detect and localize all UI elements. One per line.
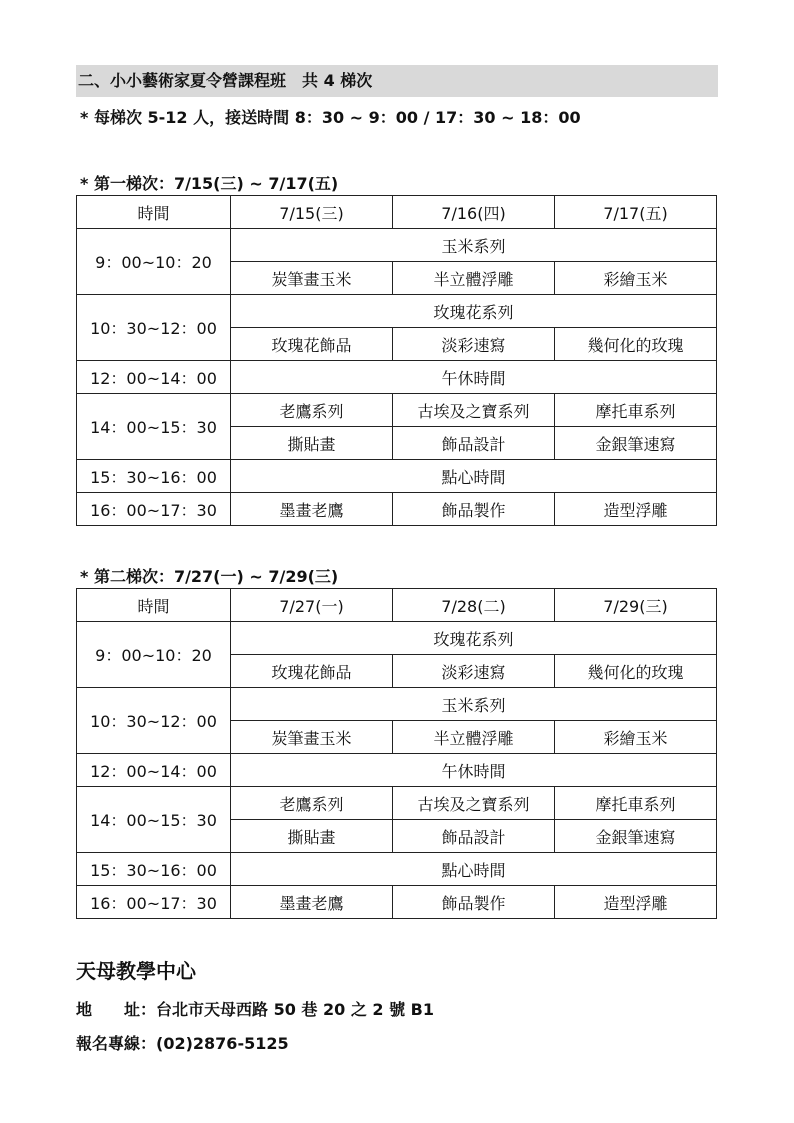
time-cell: 10：30~12：00 [77, 688, 231, 754]
time-cell: 14：00~15：30 [77, 787, 231, 853]
time-cell: 14：00~15：30 [77, 394, 231, 460]
course-cell: 飾品設計 [393, 427, 555, 460]
time-cell: 10：30~12：00 [77, 295, 231, 361]
course-cell: 造型浮雕 [555, 886, 717, 919]
table-row [77, 754, 717, 787]
table-row [77, 394, 717, 427]
table-row [77, 229, 717, 262]
time-cell: 9：00~10：20 [77, 229, 231, 295]
course-cell: 老鷹系列 [231, 787, 393, 820]
batch2-heading: * 第二梯次：7/27(一) ~ 7/29(三) [80, 567, 339, 586]
time-cell: 15：30~16：00 [77, 853, 231, 886]
series-cell: 玫瑰花系列 [231, 622, 717, 655]
time-cell: 16：00~17：30 [77, 886, 231, 919]
center-name: 天母教學中心 [76, 959, 196, 983]
table-row [77, 787, 717, 820]
table-row [77, 361, 717, 394]
header-day3: 7/29(三) [555, 589, 717, 622]
phone-value: (02)2876-5125 [156, 1034, 289, 1053]
course-cell: 古埃及之寶系列 [393, 787, 555, 820]
course-cell: 古埃及之寶系列 [393, 394, 555, 427]
table-row [77, 886, 717, 919]
batch1-schedule-table [76, 195, 717, 526]
address-value: 台北市天母西路 50 巷 20 之 2 號 B1 [156, 1000, 435, 1019]
course-cell: 幾何化的玫瑰 [555, 655, 717, 688]
course-cell: 炭筆畫玉米 [231, 262, 393, 295]
time-cell: 16：00~17：30 [77, 493, 231, 526]
time-cell: 9：00~10：20 [77, 622, 231, 688]
table-row [77, 622, 717, 655]
course-cell: 飾品製作 [393, 886, 555, 919]
course-cell: 淡彩速寫 [393, 655, 555, 688]
course-cell: 炭筆畫玉米 [231, 721, 393, 754]
course-cell: 墨畫老鷹 [231, 886, 393, 919]
address-label: 地 址： [76, 1000, 157, 1019]
break-cell: 午休時間 [231, 361, 717, 394]
series-cell: 玫瑰花系列 [231, 295, 717, 328]
series-cell: 玉米系列 [231, 229, 717, 262]
table-header-row [77, 589, 717, 622]
header-day2: 7/28(二) [393, 589, 555, 622]
course-cell: 撕貼畫 [231, 820, 393, 853]
time-cell: 12：00~14：00 [77, 754, 231, 787]
course-cell: 墨畫老鷹 [231, 493, 393, 526]
phone-line [76, 1031, 289, 1054]
course-cell: 飾品製作 [393, 493, 555, 526]
break-cell: 午休時間 [231, 754, 717, 787]
course-cell: 半立體浮雕 [393, 262, 555, 295]
header-day3: 7/17(五) [555, 196, 717, 229]
section-title: 二、小小藝術家夏令營課程班 共 4 梯次 [76, 65, 718, 97]
course-cell: 彩繪玉米 [555, 262, 717, 295]
table-row [77, 853, 717, 886]
table-header-row [77, 196, 717, 229]
header-time: 時間 [77, 589, 231, 622]
header-day2: 7/16(四) [393, 196, 555, 229]
course-cell: 撕貼畫 [231, 427, 393, 460]
course-cell: 幾何化的玫瑰 [555, 328, 717, 361]
batch1-heading: * 第一梯次：7/15(三) ~ 7/17(五) [80, 174, 339, 193]
course-cell: 淡彩速寫 [393, 328, 555, 361]
course-cell: 玫瑰花飾品 [231, 328, 393, 361]
course-cell: 摩托車系列 [555, 787, 717, 820]
break-cell: 點心時間 [231, 460, 717, 493]
table-row [77, 295, 717, 328]
phone-label: 報名專線： [76, 1034, 157, 1053]
header-day1: 7/15(三) [231, 196, 393, 229]
table-row [77, 460, 717, 493]
course-cell: 彩繪玉米 [555, 721, 717, 754]
break-cell: 點心時間 [231, 853, 717, 886]
course-cell: 老鷹系列 [231, 394, 393, 427]
header-time: 時間 [77, 196, 231, 229]
course-cell: 金銀筆速寫 [555, 820, 717, 853]
time-cell: 15：30~16：00 [77, 460, 231, 493]
address-line [76, 997, 434, 1020]
batch2-schedule-table [76, 588, 717, 919]
course-cell: 玫瑰花飾品 [231, 655, 393, 688]
course-cell: 摩托車系列 [555, 394, 717, 427]
course-cell: 半立體浮雕 [393, 721, 555, 754]
series-cell: 玉米系列 [231, 688, 717, 721]
course-cell: 金銀筆速寫 [555, 427, 717, 460]
course-cell: 飾品設計 [393, 820, 555, 853]
shuttle-note: * 每梯次 5-12 人，接送時間 8：30 ~ 9：00 / 17：30 ~ 18：00 [80, 108, 581, 127]
table-row [77, 688, 717, 721]
course-cell: 造型浮雕 [555, 493, 717, 526]
time-cell: 12：00~14：00 [77, 361, 231, 394]
table-row [77, 493, 717, 526]
header-day1: 7/27(一) [231, 589, 393, 622]
